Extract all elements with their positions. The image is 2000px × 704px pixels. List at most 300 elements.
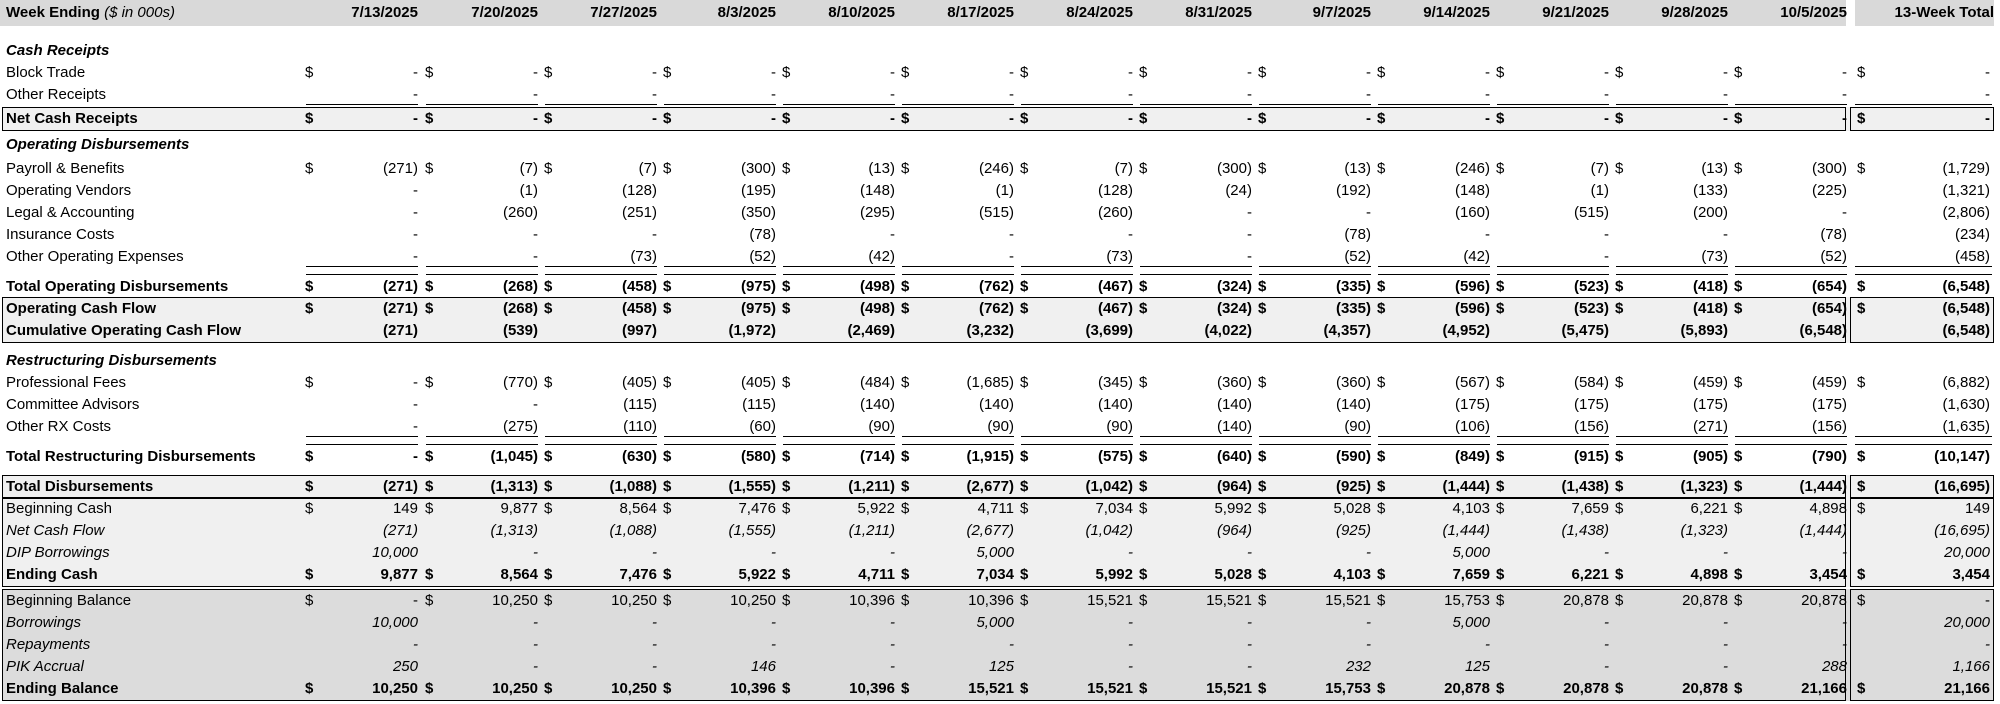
value-cell: 4,103 xyxy=(1333,566,1371,583)
header-note: ($ in 000s) xyxy=(104,4,175,21)
total-cell: - xyxy=(1985,636,1990,653)
dollar-sign: $ xyxy=(663,500,672,517)
value-cell: (13) xyxy=(868,160,895,177)
dollar-sign: $ xyxy=(1734,374,1743,391)
value-cell: (106) xyxy=(1454,418,1490,435)
value-cell: (300) xyxy=(1216,160,1252,177)
dollar-sign: $ xyxy=(663,110,672,127)
dollar-sign: $ xyxy=(1615,374,1624,391)
value-cell: - xyxy=(1842,64,1847,81)
dollar-sign: $ xyxy=(1734,566,1743,583)
header-row xyxy=(0,0,2000,26)
table-row xyxy=(0,62,2000,84)
value-cell: - xyxy=(1009,248,1014,265)
dollar-sign: $ xyxy=(1615,500,1624,517)
row-label: Repayments xyxy=(6,636,91,653)
total-rule xyxy=(783,274,895,275)
value-cell: - xyxy=(413,448,418,465)
underline xyxy=(306,266,418,267)
value-cell: (90) xyxy=(987,418,1014,435)
value-cell: (300) xyxy=(1811,160,1847,177)
dollar-sign: $ xyxy=(782,500,791,517)
value-cell: 5,000 xyxy=(976,614,1014,631)
value-cell: - xyxy=(1723,614,1728,631)
week-date: 9/21/2025 xyxy=(1542,4,1609,21)
dollar-sign: $ xyxy=(1734,110,1743,127)
value-cell: - xyxy=(1723,86,1728,103)
dollar-sign: $ xyxy=(1615,478,1624,495)
value-cell: - xyxy=(1604,86,1609,103)
value-cell: - xyxy=(771,86,776,103)
underline xyxy=(664,104,776,105)
dollar-sign: $ xyxy=(544,64,553,81)
value-cell: - xyxy=(533,544,538,561)
value-cell: (225) xyxy=(1811,182,1847,199)
value-cell: 15,753 xyxy=(1444,592,1490,609)
row-label: Other Operating Expenses xyxy=(6,248,184,265)
underline xyxy=(664,266,776,267)
dollar-sign: $ xyxy=(1258,300,1267,317)
dollar-sign: $ xyxy=(663,64,672,81)
row-label: Ending Balance xyxy=(6,680,119,697)
dollar-sign: $ xyxy=(1734,592,1743,609)
dollar-sign: $ xyxy=(1734,64,1743,81)
value-cell: - xyxy=(1247,614,1252,631)
value-cell: (458) xyxy=(621,278,657,295)
row-label: Restructuring Disbursements xyxy=(6,352,217,369)
value-cell: (1) xyxy=(995,182,1014,199)
value-cell: (271) xyxy=(382,522,418,539)
value-cell: (271) xyxy=(1692,418,1728,435)
value-cell: - xyxy=(1009,636,1014,653)
table-row xyxy=(0,158,2000,180)
underline xyxy=(783,266,895,267)
dollar-sign: $ xyxy=(1857,592,1866,609)
value-cell: - xyxy=(533,86,538,103)
value-cell: (275) xyxy=(502,418,538,435)
dollar-sign: $ xyxy=(305,110,314,127)
value-cell: (52) xyxy=(749,248,776,265)
value-cell: - xyxy=(533,614,538,631)
week-date: 8/31/2025 xyxy=(1185,4,1252,21)
dollar-sign: $ xyxy=(1139,566,1148,583)
value-cell: - xyxy=(1723,636,1728,653)
value-cell: 10,396 xyxy=(730,680,776,697)
total-cell: (2,806) xyxy=(1942,204,1990,221)
dollar-sign: $ xyxy=(1615,110,1624,127)
dollar-sign: $ xyxy=(305,64,314,81)
dollar-sign: $ xyxy=(782,478,791,495)
value-cell: 10,396 xyxy=(849,592,895,609)
dollar-sign: $ xyxy=(1377,374,1386,391)
value-cell: (260) xyxy=(1097,204,1133,221)
dollar-sign: $ xyxy=(1258,448,1267,465)
underline xyxy=(1616,104,1728,105)
value-cell: - xyxy=(1128,614,1133,631)
dollar-sign: $ xyxy=(544,160,553,177)
dollar-sign: $ xyxy=(1020,278,1029,295)
value-cell: (6,548) xyxy=(1799,322,1847,339)
value-cell: (596) xyxy=(1454,300,1490,317)
value-cell: (964) xyxy=(1216,478,1252,495)
value-cell: (115) xyxy=(623,396,657,413)
value-cell: 7,034 xyxy=(1095,500,1133,517)
dollar-sign: $ xyxy=(901,64,910,81)
underline xyxy=(1259,436,1371,437)
value-cell: (42) xyxy=(1463,248,1490,265)
dollar-sign: $ xyxy=(544,374,553,391)
dollar-sign: $ xyxy=(1734,680,1743,697)
value-cell: 10,250 xyxy=(611,680,657,697)
value-cell: - xyxy=(1366,86,1371,103)
week-date: 10/5/2025 xyxy=(1780,4,1847,21)
dollar-sign: $ xyxy=(1139,478,1148,495)
row-label: Net Cash Flow xyxy=(6,522,105,539)
value-cell: (52) xyxy=(1344,248,1371,265)
value-cell: - xyxy=(890,110,895,127)
value-cell: (324) xyxy=(1216,278,1252,295)
dollar-sign: $ xyxy=(425,680,434,697)
value-cell: - xyxy=(533,658,538,675)
total-cell: 3,454 xyxy=(1952,566,1990,583)
value-cell: - xyxy=(1366,64,1371,81)
value-cell: 7,034 xyxy=(976,566,1014,583)
value-cell: (1,211) xyxy=(848,522,895,539)
value-cell: 8,564 xyxy=(500,566,538,583)
value-cell: - xyxy=(1485,110,1490,127)
total-cell: (6,548) xyxy=(1942,322,1990,339)
dollar-sign: $ xyxy=(305,478,314,495)
box-balance xyxy=(2,589,1846,701)
week-date: 9/28/2025 xyxy=(1661,4,1728,21)
underline xyxy=(783,436,895,437)
value-cell: (1) xyxy=(1590,182,1609,199)
dollar-sign: $ xyxy=(1496,592,1505,609)
value-cell: (1) xyxy=(519,182,538,199)
total-cell: (1,630) xyxy=(1942,396,1990,413)
underline xyxy=(426,436,538,437)
value-cell: - xyxy=(1723,226,1728,243)
value-cell: 10,250 xyxy=(611,592,657,609)
underline xyxy=(1140,266,1252,267)
dollar-sign: $ xyxy=(901,300,910,317)
dollar-sign: $ xyxy=(1377,592,1386,609)
dollar-sign: $ xyxy=(663,278,672,295)
value-cell: - xyxy=(1366,204,1371,221)
value-cell: 5,000 xyxy=(976,544,1014,561)
row-label: Borrowings xyxy=(6,614,82,631)
value-cell: (515) xyxy=(1573,204,1609,221)
dollar-sign: $ xyxy=(544,110,553,127)
value-cell: (324) xyxy=(1216,300,1252,317)
underline xyxy=(1021,104,1133,105)
value-cell: (271) xyxy=(382,322,418,339)
dollar-sign: $ xyxy=(1857,110,1866,127)
value-cell: (567) xyxy=(1454,374,1490,391)
value-cell: (345) xyxy=(1097,374,1133,391)
underline xyxy=(783,104,895,105)
value-cell: (459) xyxy=(1692,374,1728,391)
value-cell: (148) xyxy=(1454,182,1490,199)
value-cell: - xyxy=(1247,226,1252,243)
total-cell: 149 xyxy=(1964,500,1990,517)
dollar-sign: $ xyxy=(1734,160,1743,177)
dollar-sign: $ xyxy=(1377,680,1386,697)
value-cell: 20,878 xyxy=(1682,680,1728,697)
dollar-sign: $ xyxy=(544,500,553,517)
value-cell: (575) xyxy=(1097,448,1133,465)
week-date: 7/20/2025 xyxy=(471,4,538,21)
total-rule xyxy=(1616,274,1728,275)
total-rule xyxy=(902,274,1014,275)
value-cell: (1,972) xyxy=(728,322,776,339)
dollar-sign: $ xyxy=(1615,592,1624,609)
value-cell: 5,000 xyxy=(1452,544,1490,561)
total-cell: 1,166 xyxy=(1952,658,1990,675)
value-cell: (1,444) xyxy=(1799,522,1847,539)
dollar-sign: $ xyxy=(1139,592,1148,609)
value-cell: - xyxy=(1842,636,1847,653)
value-cell: - xyxy=(1128,636,1133,653)
value-cell: (175) xyxy=(1454,396,1490,413)
section-header xyxy=(0,350,2000,372)
dollar-sign: $ xyxy=(1258,680,1267,697)
week-date: 8/10/2025 xyxy=(828,4,895,21)
value-cell: - xyxy=(1604,226,1609,243)
underline xyxy=(1259,266,1371,267)
value-cell: (246) xyxy=(1454,160,1490,177)
dollar-sign: $ xyxy=(1377,110,1386,127)
value-cell: (78) xyxy=(1820,226,1847,243)
dollar-sign: $ xyxy=(1139,448,1148,465)
underline xyxy=(1735,104,1847,105)
value-cell: - xyxy=(1009,64,1014,81)
value-cell: (4,022) xyxy=(1204,322,1252,339)
dollar-sign: $ xyxy=(1734,500,1743,517)
total-cell: (234) xyxy=(1954,226,1990,243)
value-cell: 125 xyxy=(1464,658,1490,675)
underline xyxy=(1021,436,1133,437)
value-cell: - xyxy=(413,636,418,653)
row-label: Operating Vendors xyxy=(6,182,132,199)
value-cell: - xyxy=(652,658,657,675)
total-rule xyxy=(1021,274,1133,275)
value-cell: (498) xyxy=(859,278,895,295)
value-cell: 4,711 xyxy=(977,500,1014,517)
underline xyxy=(1616,266,1728,267)
total-rule xyxy=(426,274,538,275)
week-date: 8/17/2025 xyxy=(947,4,1014,21)
underline xyxy=(1735,266,1847,267)
value-cell: (584) xyxy=(1573,374,1609,391)
underline xyxy=(1855,436,1992,437)
value-cell: (7) xyxy=(1114,160,1133,177)
value-cell: (7) xyxy=(638,160,657,177)
value-cell: - xyxy=(1604,614,1609,631)
value-cell: (1,042) xyxy=(1085,522,1133,539)
value-cell: 250 xyxy=(392,658,418,675)
value-cell: - xyxy=(1842,614,1847,631)
value-cell: - xyxy=(1128,64,1133,81)
value-cell: (539) xyxy=(502,322,538,339)
value-cell: - xyxy=(1485,64,1490,81)
value-cell: (523) xyxy=(1573,278,1609,295)
underline xyxy=(1497,104,1609,105)
value-cell: - xyxy=(1842,204,1847,221)
value-cell: 7,659 xyxy=(1571,500,1609,517)
dollar-sign: $ xyxy=(1857,300,1866,317)
value-cell: - xyxy=(413,592,418,609)
week-date: 7/13/2025 xyxy=(351,4,418,21)
value-cell: (42) xyxy=(868,248,895,265)
value-cell: - xyxy=(1366,110,1371,127)
week-date: 7/27/2025 xyxy=(590,4,657,21)
dollar-sign: $ xyxy=(1496,680,1505,697)
value-cell: - xyxy=(1128,86,1133,103)
value-cell: (654) xyxy=(1811,278,1847,295)
value-cell: (160) xyxy=(1454,204,1490,221)
row-label: Net Cash Receipts xyxy=(6,110,138,127)
value-cell: - xyxy=(1485,636,1490,653)
underline xyxy=(1855,104,1992,105)
total-rule xyxy=(306,444,418,445)
dollar-sign: $ xyxy=(1020,300,1029,317)
value-cell: 232 xyxy=(1345,658,1371,675)
value-cell: 10,396 xyxy=(849,680,895,697)
value-cell: - xyxy=(533,396,538,413)
value-cell: - xyxy=(890,544,895,561)
value-cell: - xyxy=(1247,110,1252,127)
value-cell: (975) xyxy=(740,278,776,295)
dollar-sign: $ xyxy=(305,160,314,177)
value-cell: (2,677) xyxy=(966,522,1014,539)
dollar-sign: $ xyxy=(1615,160,1624,177)
value-cell: - xyxy=(1128,110,1133,127)
value-cell: 10,000 xyxy=(372,544,418,561)
dollar-sign: $ xyxy=(1857,374,1866,391)
value-cell: 5,992 xyxy=(1095,566,1133,583)
row-label: Total Operating Disbursements xyxy=(6,278,229,295)
value-cell: - xyxy=(890,226,895,243)
value-cell: - xyxy=(1485,226,1490,243)
row-label: Legal & Accounting xyxy=(6,204,135,221)
dollar-sign: $ xyxy=(901,680,910,697)
value-cell: (925) xyxy=(1335,478,1371,495)
underline xyxy=(306,436,418,437)
dollar-sign: $ xyxy=(901,592,910,609)
table-row xyxy=(0,246,2000,268)
row-label: Cash Receipts xyxy=(6,42,110,59)
value-cell: - xyxy=(1723,64,1728,81)
row-label: Operating Cash Flow xyxy=(6,300,157,317)
value-cell: (515) xyxy=(978,204,1014,221)
value-cell: (640) xyxy=(1216,448,1252,465)
dollar-sign: $ xyxy=(544,566,553,583)
value-cell: - xyxy=(1366,544,1371,561)
value-cell: (459) xyxy=(1811,374,1847,391)
total-rule xyxy=(1378,444,1490,445)
dollar-sign: $ xyxy=(1020,478,1029,495)
value-cell: (964) xyxy=(1216,522,1252,539)
value-cell: - xyxy=(1128,658,1133,675)
total-cell: (10,147) xyxy=(1934,448,1990,465)
dollar-sign: $ xyxy=(1496,566,1505,583)
value-cell: - xyxy=(1842,544,1847,561)
dollar-sign: $ xyxy=(1734,478,1743,495)
value-cell: 149 xyxy=(392,500,418,517)
value-cell: (246) xyxy=(978,160,1014,177)
underline xyxy=(426,104,538,105)
dollar-sign: $ xyxy=(1258,566,1267,583)
value-cell: (762) xyxy=(978,300,1014,317)
value-cell: (630) xyxy=(621,448,657,465)
value-cell: (1,323) xyxy=(1680,522,1728,539)
total-rule xyxy=(783,444,895,445)
dollar-sign: $ xyxy=(1020,680,1029,697)
dollar-sign: $ xyxy=(782,448,791,465)
total-cell: 20,000 xyxy=(1944,544,1990,561)
underline xyxy=(902,104,1014,105)
box-operating-cash-flow xyxy=(2,297,1846,343)
dollar-sign: $ xyxy=(1857,448,1866,465)
underline xyxy=(426,266,538,267)
value-cell: (140) xyxy=(1097,396,1133,413)
value-cell: - xyxy=(652,636,657,653)
dollar-sign: $ xyxy=(663,160,672,177)
row-label: Committee Advisors xyxy=(6,396,140,413)
value-cell: (90) xyxy=(1344,418,1371,435)
total-rule xyxy=(1497,274,1609,275)
underline xyxy=(1378,266,1490,267)
dollar-sign: $ xyxy=(425,448,434,465)
value-cell: 6,221 xyxy=(1571,566,1609,583)
value-cell: (1,211) xyxy=(848,478,895,495)
total-cell: (1,321) xyxy=(1942,182,1990,199)
value-cell: (1,444) xyxy=(1442,478,1490,495)
total-rule xyxy=(545,274,657,275)
dollar-sign: $ xyxy=(663,478,672,495)
row-label: Total Restructuring Disbursements xyxy=(6,448,256,465)
value-cell: - xyxy=(1247,658,1252,675)
value-cell: 21,166 xyxy=(1801,680,1847,697)
total-cell: - xyxy=(1985,592,1990,609)
dollar-sign: $ xyxy=(1734,300,1743,317)
total-rule xyxy=(902,444,1014,445)
value-cell: (90) xyxy=(1106,418,1133,435)
table-row xyxy=(0,84,2000,106)
value-cell: (1,685) xyxy=(966,374,1014,391)
value-cell: - xyxy=(413,374,418,391)
value-cell: (467) xyxy=(1097,300,1133,317)
value-cell: - xyxy=(533,110,538,127)
value-cell: (335) xyxy=(1335,278,1371,295)
value-cell: 125 xyxy=(988,658,1014,675)
dollar-sign: $ xyxy=(782,566,791,583)
dollar-sign: $ xyxy=(782,374,791,391)
dollar-sign: $ xyxy=(782,160,791,177)
value-cell: (580) xyxy=(740,448,776,465)
value-cell: (1,915) xyxy=(966,448,1014,465)
value-cell: - xyxy=(890,636,895,653)
value-cell: (73) xyxy=(630,248,657,265)
dollar-sign: $ xyxy=(1496,300,1505,317)
total-cell: (6,548) xyxy=(1942,278,1990,295)
value-cell: - xyxy=(1247,248,1252,265)
dollar-sign: $ xyxy=(1258,110,1267,127)
row-label: Insurance Costs xyxy=(6,226,115,243)
total-rule xyxy=(1616,444,1728,445)
value-cell: - xyxy=(1604,544,1609,561)
